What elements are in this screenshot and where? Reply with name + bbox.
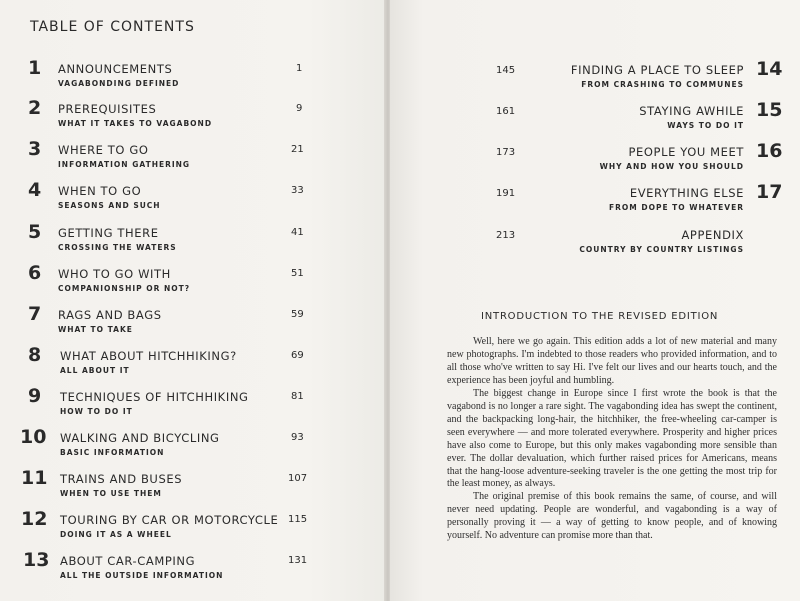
page-number: 93	[291, 432, 304, 443]
page-number: 161	[496, 106, 516, 117]
chapter-subtitle: ALL ABOUT IT	[60, 366, 130, 375]
chapter-number: 17	[756, 181, 783, 203]
page-number: 21	[291, 144, 304, 155]
chapter-title: ANNOUNCEMENTS	[58, 62, 173, 76]
page-number: 173	[496, 147, 516, 158]
chapter-number: 7	[28, 303, 42, 325]
page-number: 1	[296, 63, 303, 74]
chapter-number: 6	[28, 262, 42, 284]
page-number: 115	[288, 514, 308, 525]
chapter-subtitle: HOW TO DO IT	[60, 407, 133, 416]
chapter-number: 1	[28, 57, 42, 79]
chapter-number: 5	[28, 221, 42, 243]
chapter-subtitle: SEASONS AND SUCH	[58, 201, 161, 210]
chapter-title: RAGS AND BAGS	[58, 308, 162, 322]
chapter-subtitle: FROM DOPE TO WHATEVER	[609, 203, 744, 212]
chapter-title: FINDING A PLACE TO SLEEP	[570, 63, 744, 77]
chapter-title: TECHNIQUES OF HITCHHIKING	[60, 390, 249, 404]
chapter-subtitle: ALL THE OUTSIDE INFORMATION	[60, 571, 224, 580]
chapter-subtitle: COUNTRY BY COUNTRY LISTINGS	[579, 245, 744, 254]
chapter-subtitle: VAGABONDING DEFINED	[58, 79, 180, 88]
chapter-title: EVERYTHING ELSE	[629, 186, 744, 200]
chapter-title: WHERE TO GO	[58, 143, 149, 157]
page-number: 107	[288, 473, 308, 484]
chapter-number: 4	[28, 179, 42, 201]
chapter-number: 2	[28, 97, 42, 119]
page-number: 213	[496, 230, 516, 241]
chapter-title: WALKING AND BICYCLING	[60, 431, 220, 445]
chapter-title: GETTING THERE	[58, 226, 159, 240]
page-number: 59	[291, 309, 304, 320]
chapter-subtitle: WHEN TO USE THEM	[60, 489, 162, 498]
chapter-number: 9	[28, 385, 42, 407]
page-number: 69	[291, 350, 304, 361]
chapter-number: 15	[756, 99, 783, 121]
chapter-title: WHAT ABOUT HITCHHIKING?	[60, 349, 237, 363]
chapter-title: TRAINS AND BUSES	[60, 472, 183, 486]
chapter-subtitle: CROSSING THE WATERS	[58, 243, 177, 252]
intro-paragraph: The original premise of this book remains the same, of course, and will never need updating. People are wonderful, and vagabonding is a way of personally proving it — a way of getting to know people, and of knowing yourself. No adventure can promise more than that.	[447, 491, 777, 542]
chapter-title: WHEN TO GO	[58, 184, 142, 198]
chapter-subtitle: WAYS TO DO IT	[667, 121, 744, 130]
chapter-title: PEOPLE YOU MEET	[628, 145, 744, 159]
chapter-subtitle: COMPANIONSHIP OR NOT?	[58, 284, 191, 293]
chapter-number: 8	[28, 344, 42, 366]
left-page	[0, 0, 386, 601]
page-number: 41	[291, 227, 304, 238]
intro-heading: INTRODUCTION TO THE REVISED EDITION	[481, 311, 719, 322]
chapter-subtitle: INFORMATION GATHERING	[58, 160, 191, 169]
page-number: 81	[291, 391, 304, 402]
chapter-subtitle: FROM CRASHING TO COMMUNES	[581, 80, 744, 89]
chapter-number: 12	[21, 508, 48, 530]
chapter-number: 10	[20, 426, 47, 448]
chapter-title: WHO TO GO WITH	[58, 267, 171, 281]
chapter-number: 14	[756, 58, 783, 80]
page-number: 33	[291, 185, 304, 196]
chapter-title: ABOUT CAR-CAMPING	[60, 554, 196, 568]
page-number: 51	[291, 268, 304, 279]
page-number: 9	[296, 103, 303, 114]
page-number: 131	[288, 555, 308, 566]
toc-title: TABLE OF CONTENTS	[30, 19, 195, 35]
chapter-number: 13	[23, 549, 50, 571]
chapter-number: 16	[756, 140, 783, 162]
intro-body	[447, 336, 777, 543]
chapter-title: APPENDIX	[681, 228, 744, 242]
chapter-subtitle: WHAT TO TAKE	[58, 325, 133, 334]
page-number: 191	[496, 188, 516, 199]
chapter-title: STAYING AWHILE	[639, 104, 744, 118]
chapter-title: TOURING BY CAR OR MOTORCYCLE	[60, 513, 279, 527]
chapter-number: 11	[21, 467, 48, 489]
chapter-subtitle: DOING IT AS A WHEEL	[60, 530, 172, 539]
chapter-subtitle: WHAT IT TAKES TO VAGABOND	[58, 119, 213, 128]
chapter-subtitle: WHY AND HOW YOU SHOULD	[599, 162, 744, 171]
intro-paragraph: The biggest change in Europe since I first wrote the book is that the vagabond is no longer a rare sight. The vagabonding idea has swept the continent, and the backpacking long-hair, the hitchhiker, the free-wheeling car-camper is seen everywhere — and more tolerated everywhere. Prosperity and higher prices have also come to Europe, but this only makes vagabonding more sensible than ever. The dollar devaluation, which further raised prices for Americans, means that the hang-loose adventure-seeking traveler is the one getting the most trip for the least money, as always.	[447, 387, 777, 490]
page-number: 145	[496, 65, 516, 76]
chapter-number: 3	[28, 138, 42, 160]
intro-paragraph: Well, here we go again. This edition adds a lot of new material and many new photographs. I'm indebted to those readers who provided information, and to all those who've written to say Hi. I've felt our lives and our hearts touch, and the experience has been joyful and humbling.	[447, 336, 777, 386]
chapter-subtitle: BASIC INFORMATION	[60, 448, 165, 457]
chapter-title: PREREQUISITES	[58, 102, 157, 116]
